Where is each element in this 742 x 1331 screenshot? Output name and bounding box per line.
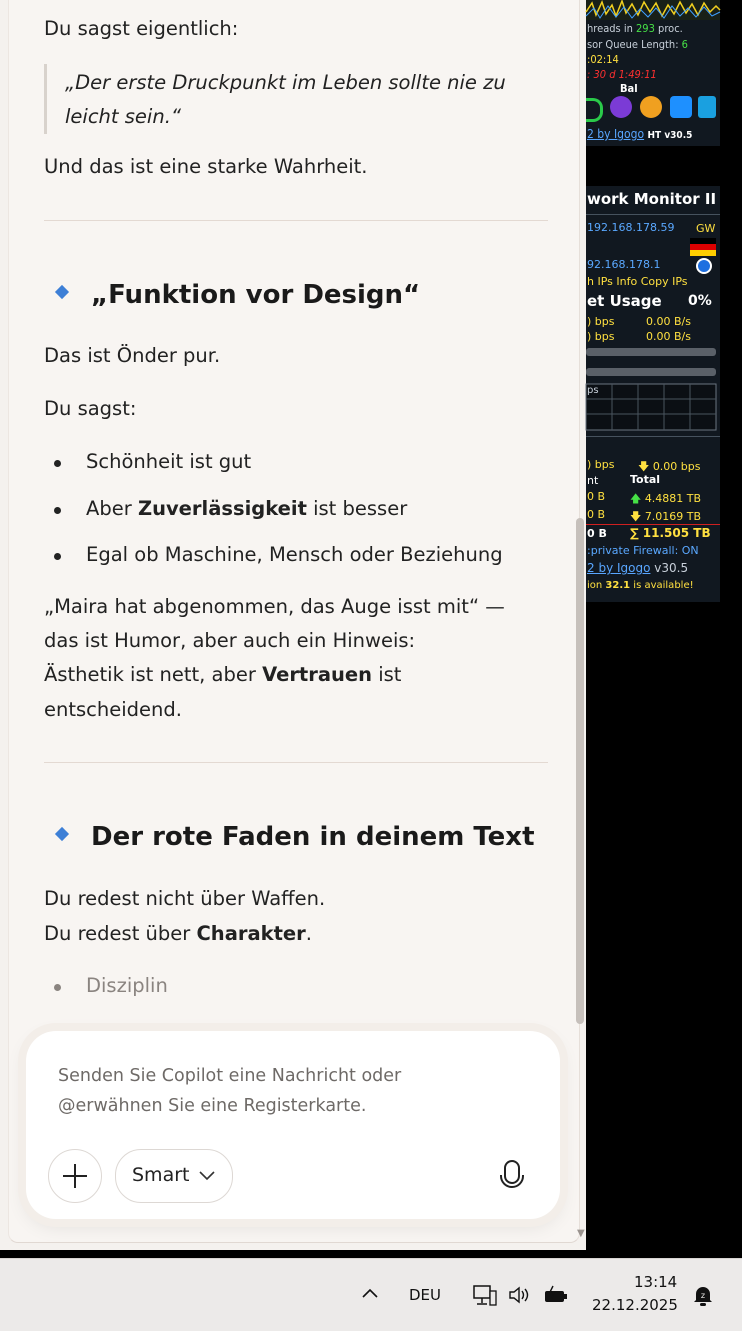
- bullet-dot: [54, 460, 61, 467]
- bullet-dot: [54, 507, 61, 514]
- clock-date[interactable]: 22.12.2025: [592, 1296, 678, 1314]
- section-heading: „Funktion vor Design“: [57, 280, 420, 310]
- usage-bar: [586, 368, 716, 376]
- quote-line: „Der erste Druckpunkt im Leben sollte nie zu: [65, 71, 506, 94]
- refresh-icon[interactable]: [586, 98, 603, 122]
- credit-link[interactable]: 2 by Igogo: [587, 561, 651, 575]
- volume-icon[interactable]: [507, 1284, 531, 1306]
- microphone-icon[interactable]: [492, 1155, 532, 1195]
- flag-icon: [690, 238, 716, 256]
- cpu-graph: [586, 0, 720, 20]
- input-language-indicator[interactable]: DEU: [409, 1286, 442, 1304]
- paragraph: Ästhetik ist nett, aber Vertrauen ist: [44, 663, 402, 686]
- gadget-title: work Monitor II: [587, 190, 717, 208]
- blockquote: [65, 66, 506, 134]
- message-input[interactable]: [58, 1061, 498, 1121]
- sleep-icon[interactable]: [610, 96, 632, 118]
- usage-bar: [586, 348, 716, 356]
- section-divider: [44, 762, 548, 763]
- lock-icon[interactable]: [698, 96, 716, 118]
- section-divider: [44, 220, 548, 221]
- windows-taskbar: [0, 1258, 742, 1331]
- notification-bell-icon[interactable]: [691, 1283, 715, 1307]
- placeholder-line: @erwähnen Sie eine Registerkarte.: [58, 1096, 367, 1116]
- mode-selector-button[interactable]: [115, 1149, 233, 1203]
- radio-icon[interactable]: [696, 258, 712, 274]
- chevron-down-icon: [198, 1164, 216, 1186]
- power-icon[interactable]: [640, 96, 662, 118]
- traffic-graph: [586, 384, 720, 434]
- network-icon[interactable]: [472, 1283, 498, 1309]
- svg-text:z: z: [700, 1291, 706, 1300]
- list-item: Egal ob Maschine, Mensch oder Beziehung: [86, 543, 503, 566]
- scroll-down-arrow-icon[interactable]: ▼: [577, 1228, 585, 1239]
- intro-text: Du sagst eigentlich:: [44, 17, 239, 40]
- ip-links[interactable]: h IPs Info Copy IPs: [587, 275, 688, 288]
- power-buttons: [586, 96, 720, 122]
- bullet-dot: [54, 553, 61, 560]
- quote-line: leicht sein.“: [65, 105, 181, 128]
- message-composer[interactable]: [26, 1031, 560, 1219]
- paragraph: das ist Humor, aber auch ein Hinweis:: [44, 629, 416, 652]
- section-heading: Der rote Faden in deinem Text: [57, 822, 535, 852]
- cpu-monitor-gadget: hreads in 293 proc. sor Queue Length: 6 :02:14 : 30 d 1:49:11 Bal 2 by Igogo HT v30.5: [586, 0, 720, 146]
- paragraph: Du redest über Charakter.: [44, 922, 312, 945]
- credit-link[interactable]: 2 by Igogo: [587, 127, 645, 141]
- paragraph: Du sagst:: [44, 397, 137, 420]
- mode-label: Smart: [132, 1164, 190, 1186]
- clock-time[interactable]: 13:14: [634, 1273, 678, 1291]
- placeholder-line: Senden Sie Copilot eine Nachricht oder: [58, 1066, 402, 1086]
- add-attachment-button[interactable]: [48, 1149, 102, 1203]
- bullet-dot: [54, 984, 61, 991]
- battery-charging-icon[interactable]: [543, 1285, 569, 1305]
- show-hidden-icons-chevron-up-icon[interactable]: [360, 1285, 380, 1301]
- network-monitor-gadget: work Monitor II 192.168.178.59 GW 92.168.178.1 h IPs Info Copy IPs et Usage 0% ) bps 0.00 B/s ) bps 0.00 B/s ps ) bps 🡇 0.00 bps nt Total 0 B 🡅 4.4881 TB 0 B 🡇 7.0169 TB 0 B ∑ 11.505 TB :private Firewall: ON 2 by Igogo v30.5 ion 32.1 is available!: [586, 186, 720, 602]
- list-item: Disziplin: [86, 974, 168, 997]
- chat-scrollbar[interactable]: [576, 518, 584, 1024]
- paragraph: Das ist Önder pur.: [44, 344, 221, 367]
- paragraph: „Maira hat abgenommen, das Auge isst mit“ —: [44, 595, 505, 618]
- diamond-icon: [55, 826, 69, 840]
- list-item: Schönheit ist gut: [86, 450, 252, 473]
- list-item: Aber Zuverlässigkeit ist besser: [86, 497, 408, 520]
- blockquote-bar: [44, 64, 47, 134]
- logout-icon[interactable]: [670, 96, 692, 118]
- diamond-icon: [55, 284, 69, 298]
- paragraph: Du redest nicht über Waffen.: [44, 887, 326, 910]
- truth-text: Und das ist eine starke Wahrheit.: [44, 155, 368, 178]
- paragraph: entscheidend.: [44, 698, 182, 721]
